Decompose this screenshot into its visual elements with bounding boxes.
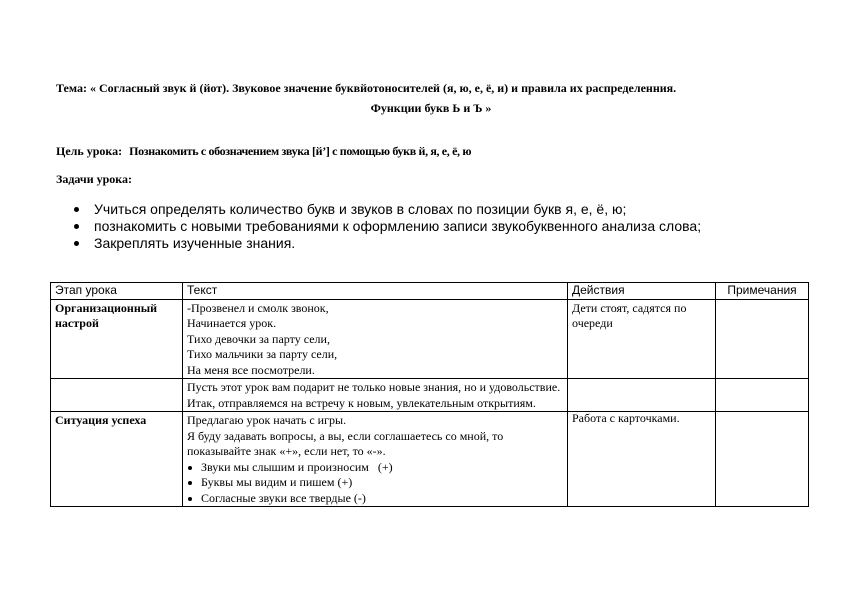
lesson-plan-table (50, 282, 809, 507)
lesson-goal (56, 144, 471, 159)
actions-cell (568, 412, 716, 507)
stage-cell: Ситуация успеха (51, 412, 183, 507)
table-row (51, 299, 809, 379)
text-paragraph: Пусть этот урок вам подарит не только новые знания, но и удовольствие. (187, 380, 561, 394)
text-paragraph: Итак, отправляемся на встречу к новым, увлекательным открытиям. (187, 395, 536, 410)
game-questions-list (187, 460, 563, 507)
text-line: Тихо девочки за парту сели, (187, 331, 330, 346)
text-line: -Прозвенел и смолк звонок, (187, 300, 329, 315)
text-cell (183, 412, 568, 507)
notes-cell (716, 379, 809, 412)
header-text: Текст (183, 283, 568, 300)
stage-cell: Организационный настрой (51, 299, 183, 379)
task-item: познакомить с новыми требованиями к оформлению записи звукобуквенного анализа слова; (74, 218, 701, 235)
stage-cell (51, 379, 183, 412)
list-item: Звуки мы слышим и произносим (+) (187, 460, 563, 476)
header-actions: Действия (568, 283, 716, 300)
lesson-theme (56, 78, 806, 118)
text-paragraph: Предлагаю урок начать с игры. (187, 413, 347, 427)
table-header-row (51, 283, 809, 300)
table-row (51, 379, 809, 412)
list-item: Согласные звуки все твердые (-) (187, 491, 563, 507)
tasks-heading: Задачи урока: (56, 172, 133, 186)
actions-cell: Дети стоят, садятся по очереди (568, 299, 716, 379)
bullet-icon (74, 224, 79, 229)
text-line: Начинается урок. (187, 316, 277, 330)
notes-cell (716, 299, 809, 379)
theme-line-2: Функции букв Ь и Ъ » (370, 101, 492, 115)
bullet-icon (188, 466, 192, 470)
bullet-icon (188, 497, 192, 501)
bullet-icon (74, 241, 79, 246)
task-item: Учиться определять количество букв и звуков в словах по позиции букв я, е, ё, ю; (74, 201, 701, 218)
tasks-list (74, 201, 701, 252)
notes-cell (716, 412, 809, 507)
actions-cell (568, 379, 716, 412)
text-line: На меня все посмотрели. (187, 362, 315, 377)
header-notes: Примечания (716, 283, 809, 300)
table-row (51, 412, 809, 507)
actions-text: Работа с карточками. (572, 411, 680, 425)
bullet-icon (74, 207, 79, 212)
theme-line-1: Тема: « Согласный звук й (йот). Звуковое значение буквйотоносителей (я, ю, е, ё, и) и правила их распределенния. (56, 81, 677, 95)
text-cell (183, 379, 568, 412)
text-line: Тихо мальчики за парту сели, (187, 347, 338, 361)
goal-label: Цель урока: (56, 144, 123, 158)
task-item: Закреплять изученные знания. (74, 235, 701, 252)
bullet-icon (188, 481, 192, 485)
text-cell (183, 299, 568, 379)
goal-text: Познакомить с обозначением звука [й’] с помощью букв й, я, е, ё, ю (129, 144, 472, 158)
header-stage: Этап урока (51, 283, 183, 300)
list-item: Буквы мы видим и пишем (+) (187, 475, 563, 491)
text-paragraph: Я буду задавать вопросы, а вы, если соглашаетесь со мной, то показывайте знак «+», если нет, то «-». (187, 428, 504, 458)
